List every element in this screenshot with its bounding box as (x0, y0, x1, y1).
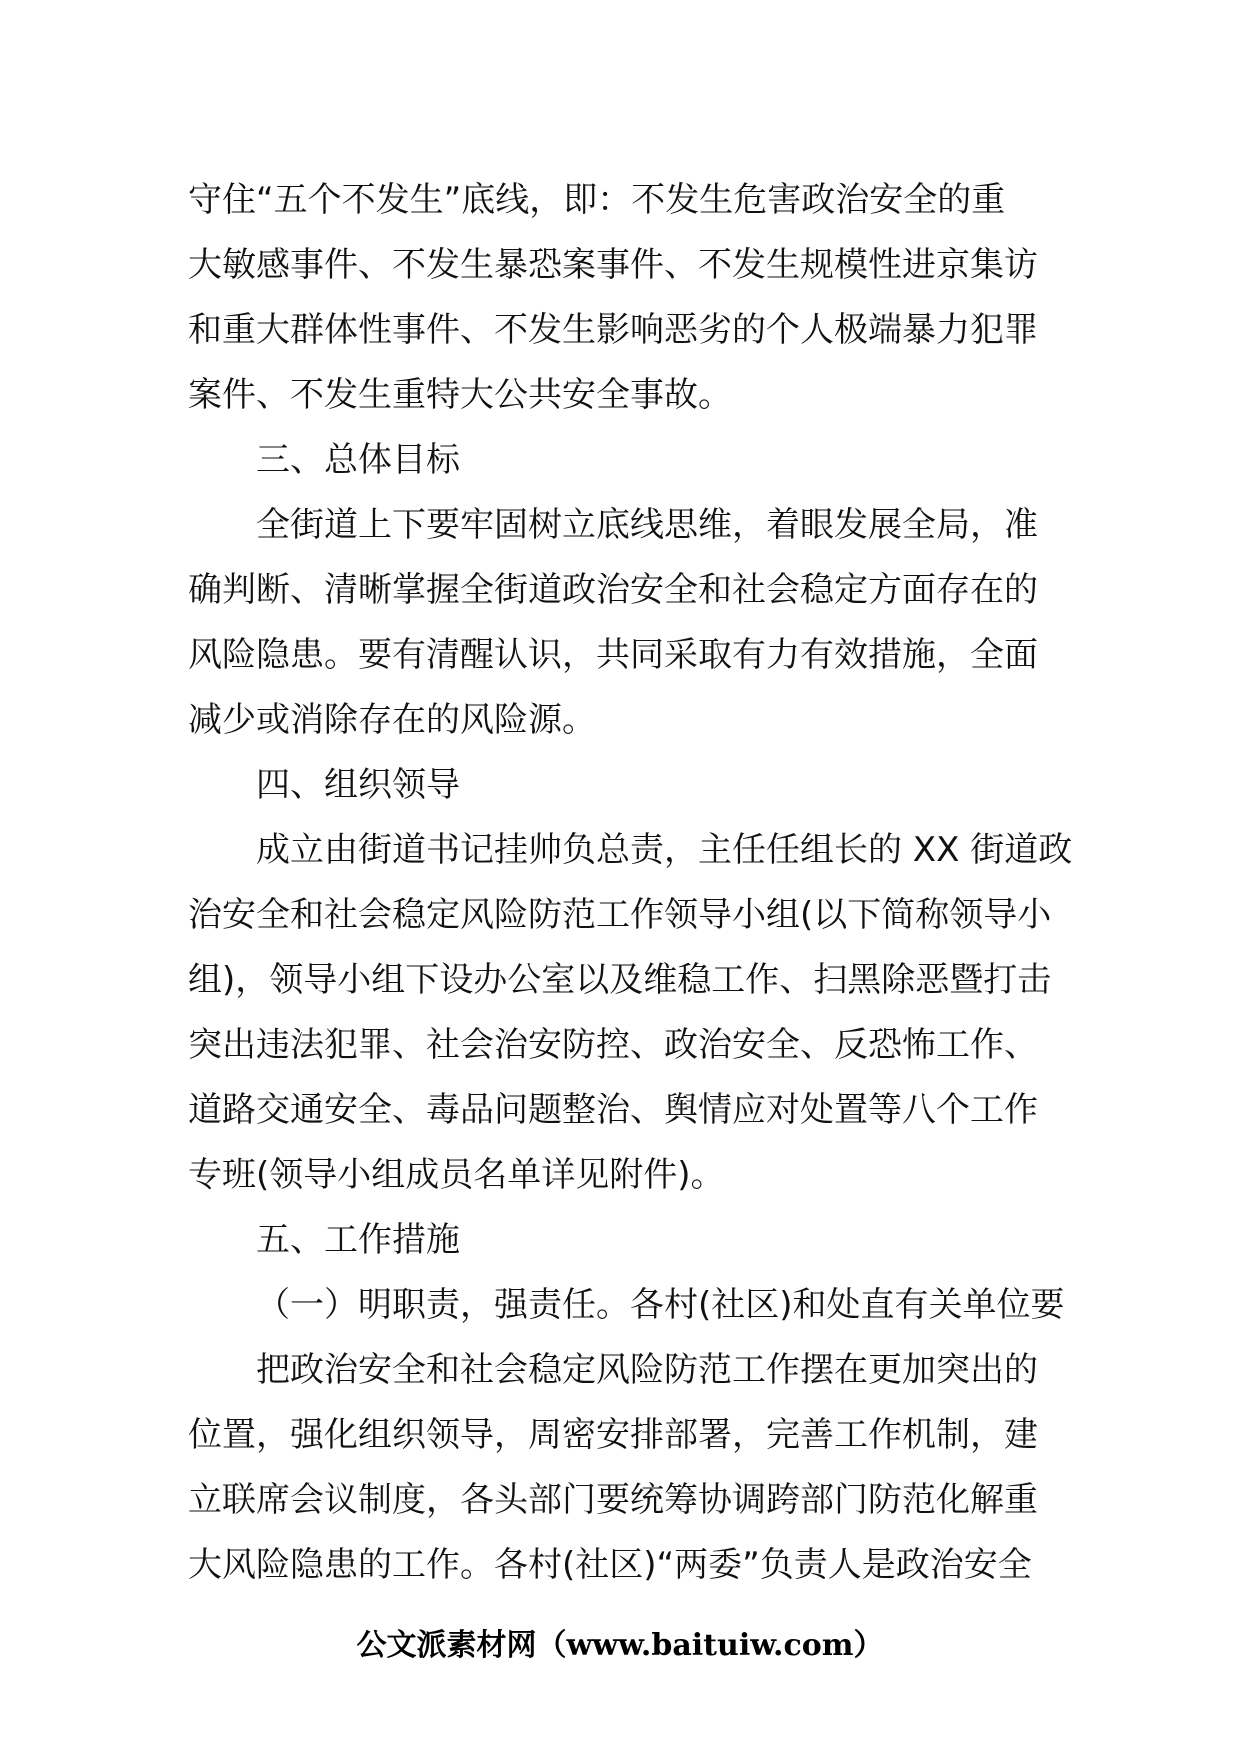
text-line: 突出违法犯罪、社会治安防控、政治安全、反恐怖工作、 (188, 1025, 1038, 1065)
text-line: 治安全和社会稳定风险防范工作领导小组(以下简称领导小 (188, 895, 1052, 935)
text-line: 确判断、清晰掌握全街道政治安全和社会稳定方面存在的 (188, 570, 1038, 610)
text-line: 大敏感事件、不发生暴恐案事件、不发生规模性进京集访 (188, 245, 1038, 285)
text-line: 位置，强化组织领导，周密安排部署，完善工作机制，建 (188, 1415, 1038, 1455)
text-line: 专班(领导小组成员名单详见附件)。 (188, 1155, 725, 1195)
document-body (188, 168, 1073, 1598)
text-line: 风险隐患。要有清醒认识，共同采取有力有效措施，全面 (188, 635, 1038, 675)
text-line: 和重大群体性事件、不发生影响恶劣的个人极端暴力犯罪 (188, 310, 1038, 350)
text-line: 成立由街道书记挂帅负总责，主任任组长的 XX 街道政 (256, 830, 1073, 870)
text-line: 减少或消除存在的风险源。 (188, 700, 596, 740)
text-line: 把政治安全和社会稳定风险防范工作摆在更加突出的 (256, 1350, 1038, 1390)
text-line: 组)，领导小组下设办公室以及维稳工作、扫黑除恶暨打击 (188, 960, 1052, 1000)
text-line: 守住“五个不发生”底线，即：不发生危害政治安全的重 (188, 180, 1006, 220)
text-line: 案件、不发生重特大公共安全事故。 (188, 375, 732, 415)
section-heading: 四、组织领导 (256, 765, 460, 805)
footer-watermark: 公文派素材网（www.baituiw.com） (356, 1628, 884, 1663)
text-line: 大风险隐患的工作。各村(社区)“两委”负责人是政治安全 (188, 1545, 1032, 1585)
text-line: 道路交通安全、毒品问题整治、舆情应对处置等八个工作 (188, 1090, 1038, 1130)
text-line: （一）明职责，强责任。各村(社区)和处直有关单位要 (256, 1285, 1065, 1325)
text-line: 全街道上下要牢固树立底线思维，着眼发展全局，准 (256, 505, 1038, 545)
text-line: 立联席会议制度，各头部门要统筹协调跨部门防范化解重 (188, 1480, 1038, 1520)
section-heading: 五、工作措施 (256, 1220, 460, 1260)
section-heading: 三、总体目标 (256, 440, 460, 480)
